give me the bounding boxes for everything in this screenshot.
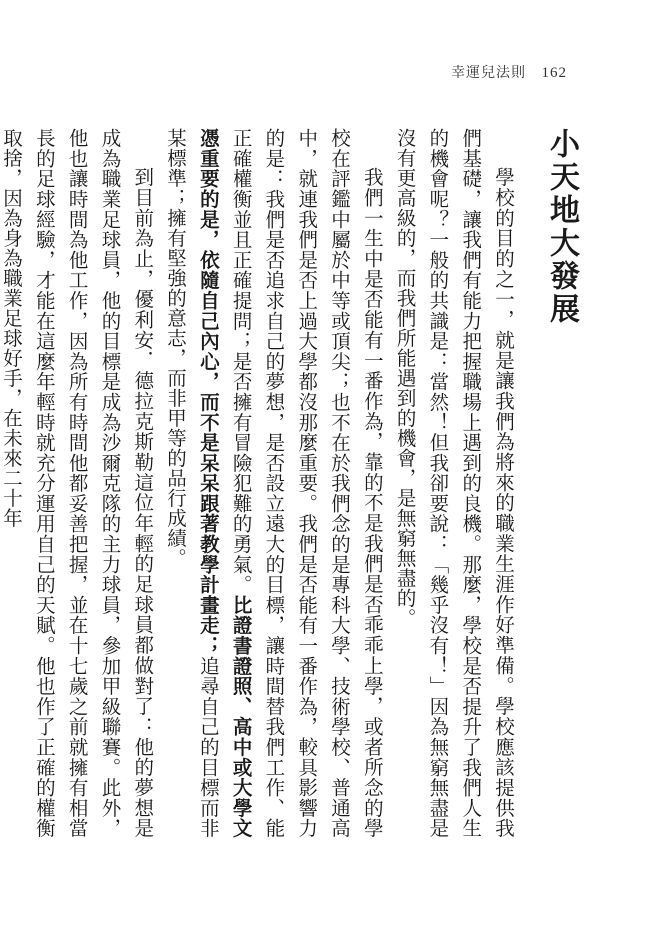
section-heading: 小天地大發展 bbox=[544, 128, 579, 326]
paragraph-2-text-a: 我們一生中是否能有一番作為，靠的不是我們是否乖乖上學，或者所念的學校在評鑑中屬於中等或頂尖；也不在於我們念的是專科大學、技術學校、普通高中，就連我們是否上過大學都沒那麼重要。我們是否能有一番作為，較具影響力的是：我們是否追求自己的夢想，是否設立遠大的目標，讓時間替我們工作、能正確權衡並且正確提問；是否擁有冒險犯難的勇氣。 bbox=[229, 128, 384, 838]
book-title: 幸運兒法則 bbox=[451, 65, 527, 81]
paragraph-2 bbox=[158, 128, 388, 838]
running-head bbox=[451, 62, 567, 82]
paragraph-3: 到目前為止，優利安．德拉克斯勒這位年輕的足球員都做對了：他的夢想是成為職業足球員，他的目標是成為沙爾克隊的主力球員，參加甲級聯賽。此外，他也讓時間為他工作，因為所有時間他都妥善把握，並在十七歲之前就擁有相當長的足球經驗，才能在這麼年輕時就充分運用自己的天賦。他也作了正確的權衡取捨，因為身為職業足球好手，在未來二十年 bbox=[0, 128, 155, 838]
paragraph-2-text-b: 追尋自己的目標而非某標準；擁有堅強的意志，而非甲等的品行成績。 bbox=[164, 128, 220, 839]
paragraph-2-bold-text: 比證書證照、高中或大學文憑重要的是，依隨自己內心，而不是呆呆跟著教學計畫走； bbox=[196, 128, 253, 839]
page-number: 162 bbox=[541, 65, 567, 81]
body-text bbox=[0, 128, 581, 838]
paragraph-1: 學校的目的之一，就是讓我們為將來的職業生涯作好準備。學校應該提供我們基礎，讓我們有能力把握職場上遇到的良機。那麼，學校是否提升了我們人生的機會呢？一般的共識是：當然！但我卻要說：「幾乎沒有！」因為無窮無盡是沒有更高級的，而我們所能遇到的機會，是無窮無盡的。 bbox=[393, 128, 515, 838]
